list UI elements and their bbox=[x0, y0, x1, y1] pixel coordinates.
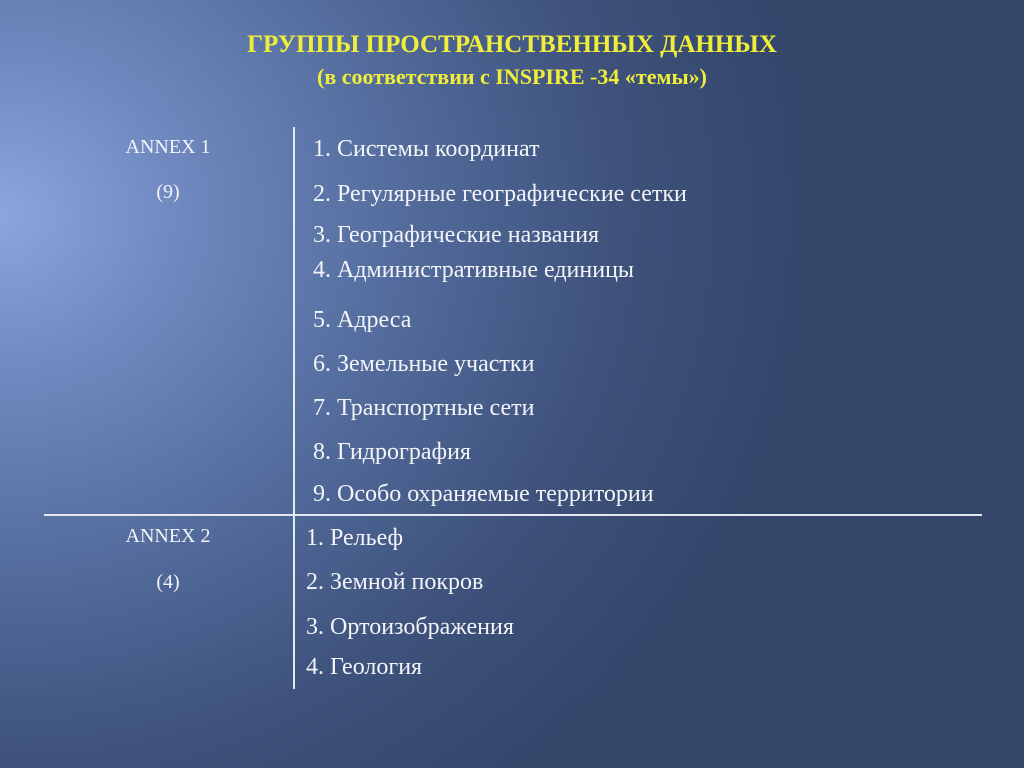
annex-1-item: 2. Регулярные географические сетки bbox=[313, 181, 687, 207]
annex-2-label: ANNEX 2 bbox=[125, 525, 211, 547]
annex-2-item: 2. Земной покров bbox=[306, 569, 484, 595]
annex-2-item: 3. Ортоизображения bbox=[306, 614, 514, 640]
horizontal-divider bbox=[44, 514, 982, 516]
vertical-divider bbox=[293, 127, 295, 689]
annex-1-item: 1. Системы координат bbox=[313, 136, 540, 162]
page-title: ГРУППЫ ПРОСТРАНСТВЕННЫХ ДАННЫХ bbox=[247, 31, 777, 58]
annex-1-count: (9) bbox=[156, 181, 180, 203]
page-subtitle: (в соответствии с INSPIRE -34 «темы») bbox=[317, 64, 707, 89]
annex-2-item: 4. Геология bbox=[306, 654, 423, 680]
annex-1-item: 5. Адреса bbox=[313, 307, 412, 333]
annex-1-item: 3. Географические названия bbox=[313, 222, 600, 248]
annex-1-item: 6. Земельные участки bbox=[313, 351, 535, 377]
annex-1-item: 8. Гидрография bbox=[313, 439, 471, 465]
annex-1-item: 9. Особо охраняемые территории bbox=[313, 481, 654, 507]
annex-2-count: (4) bbox=[156, 571, 180, 593]
annex-1-item: 7. Транспортные сети bbox=[313, 395, 535, 421]
annex-2-item: 1. Рельеф bbox=[306, 525, 404, 551]
annex-1-item: 4. Административные единицы bbox=[313, 257, 635, 283]
annex-1-label: ANNEX 1 bbox=[125, 136, 211, 158]
